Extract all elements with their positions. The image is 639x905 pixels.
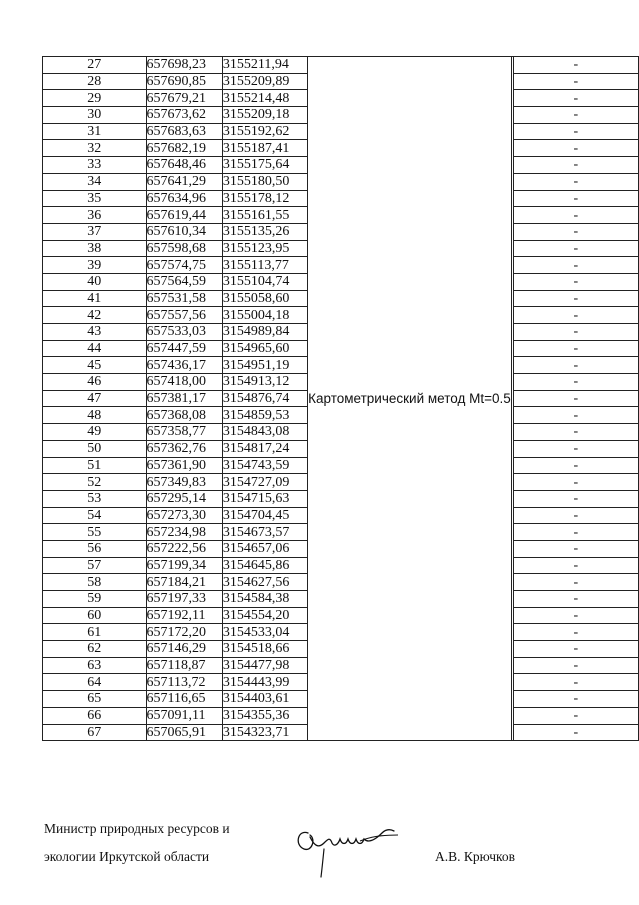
x-coordinate-cell: 657358,77 — [146, 424, 222, 441]
x-coordinate-cell: 657222,56 — [146, 540, 222, 557]
y-coordinate-cell: 3154715,63 — [222, 490, 307, 507]
accuracy-cell: - — [513, 641, 638, 658]
point-number-cell: 52 — [43, 474, 147, 491]
accuracy-cell: - — [513, 190, 638, 207]
point-number-cell: 50 — [43, 440, 147, 457]
y-coordinate-cell: 3155192,62 — [222, 123, 307, 140]
point-number-cell: 42 — [43, 307, 147, 324]
x-coordinate-cell: 657192,11 — [146, 607, 222, 624]
signatory-name: А.В. Крючков — [435, 849, 515, 864]
x-coordinate-cell: 657610,34 — [146, 223, 222, 240]
x-coordinate-cell: 657648,46 — [146, 157, 222, 174]
point-number-cell: 61 — [43, 624, 147, 641]
y-coordinate-cell: 3154323,71 — [222, 724, 307, 741]
x-coordinate-cell: 657091,11 — [146, 707, 222, 724]
y-coordinate-cell: 3154403,61 — [222, 691, 307, 708]
y-coordinate-cell: 3155209,18 — [222, 107, 307, 124]
point-number-cell: 37 — [43, 223, 147, 240]
y-coordinate-cell: 3154989,84 — [222, 324, 307, 341]
point-number-cell: 46 — [43, 374, 147, 391]
x-coordinate-cell: 657349,83 — [146, 474, 222, 491]
accuracy-cell: - — [513, 724, 638, 741]
accuracy-cell: - — [513, 407, 638, 424]
accuracy-cell: - — [513, 223, 638, 240]
point-number-cell: 39 — [43, 257, 147, 274]
y-coordinate-cell: 3154657,06 — [222, 540, 307, 557]
x-coordinate-cell: 657447,59 — [146, 340, 222, 357]
point-number-cell: 60 — [43, 607, 147, 624]
y-coordinate-cell: 3154554,20 — [222, 607, 307, 624]
accuracy-cell: - — [513, 257, 638, 274]
y-coordinate-cell: 3155209,89 — [222, 73, 307, 90]
y-coordinate-cell: 3154859,53 — [222, 407, 307, 424]
point-number-cell: 67 — [43, 724, 147, 741]
point-number-cell: 33 — [43, 157, 147, 174]
y-coordinate-cell: 3155004,18 — [222, 307, 307, 324]
accuracy-cell: - — [513, 340, 638, 357]
accuracy-cell: - — [513, 73, 638, 90]
point-number-cell: 45 — [43, 357, 147, 374]
accuracy-cell: - — [513, 607, 638, 624]
x-coordinate-cell: 657118,87 — [146, 657, 222, 674]
point-number-cell: 34 — [43, 173, 147, 190]
accuracy-cell: - — [513, 307, 638, 324]
x-coordinate-cell: 657234,98 — [146, 524, 222, 541]
accuracy-cell: - — [513, 207, 638, 224]
accuracy-cell: - — [513, 674, 638, 691]
point-number-cell: 27 — [43, 57, 147, 74]
accuracy-cell: - — [513, 457, 638, 474]
x-coordinate-cell: 657273,30 — [146, 507, 222, 524]
y-coordinate-cell: 3154477,98 — [222, 657, 307, 674]
minister-title-line1: Министр природных ресурсов и — [44, 821, 230, 836]
accuracy-cell: - — [513, 574, 638, 591]
x-coordinate-cell: 657418,00 — [146, 374, 222, 391]
coordinates-table — [42, 56, 639, 741]
x-coordinate-cell: 657362,76 — [146, 440, 222, 457]
x-coordinate-cell: 657146,29 — [146, 641, 222, 658]
x-coordinate-cell: 657557,56 — [146, 307, 222, 324]
x-coordinate-cell: 657533,03 — [146, 324, 222, 341]
y-coordinate-cell: 3154584,38 — [222, 591, 307, 608]
accuracy-cell: - — [513, 707, 638, 724]
y-coordinate-cell: 3155113,77 — [222, 257, 307, 274]
y-coordinate-cell: 3154876,74 — [222, 390, 307, 407]
x-coordinate-cell: 657113,72 — [146, 674, 222, 691]
point-number-cell: 58 — [43, 574, 147, 591]
point-number-cell: 65 — [43, 691, 147, 708]
x-coordinate-cell: 657690,85 — [146, 73, 222, 90]
accuracy-cell: - — [513, 507, 638, 524]
accuracy-cell: - — [513, 374, 638, 391]
y-coordinate-cell: 3155178,12 — [222, 190, 307, 207]
point-number-cell: 66 — [43, 707, 147, 724]
x-coordinate-cell: 657368,08 — [146, 407, 222, 424]
x-coordinate-cell: 657574,75 — [146, 257, 222, 274]
point-number-cell: 63 — [43, 657, 147, 674]
point-number-cell: 53 — [43, 490, 147, 507]
y-coordinate-cell: 3155104,74 — [222, 273, 307, 290]
accuracy-cell: - — [513, 490, 638, 507]
point-number-cell: 62 — [43, 641, 147, 658]
point-number-cell: 32 — [43, 140, 147, 157]
y-coordinate-cell: 3154673,57 — [222, 524, 307, 541]
x-coordinate-cell: 657698,23 — [146, 57, 222, 74]
x-coordinate-cell: 657641,29 — [146, 173, 222, 190]
x-coordinate-cell: 657184,21 — [146, 574, 222, 591]
y-coordinate-cell: 3154533,04 — [222, 624, 307, 641]
y-coordinate-cell: 3154817,24 — [222, 440, 307, 457]
x-coordinate-cell: 657116,65 — [146, 691, 222, 708]
minister-title-line2: экологии Иркутской области — [44, 849, 210, 864]
point-number-cell: 59 — [43, 591, 147, 608]
accuracy-cell: - — [513, 557, 638, 574]
accuracy-cell: - — [513, 357, 638, 374]
point-number-cell: 64 — [43, 674, 147, 691]
y-coordinate-cell: 3154951,19 — [222, 357, 307, 374]
x-coordinate-cell: 657683,63 — [146, 123, 222, 140]
accuracy-cell: - — [513, 524, 638, 541]
y-coordinate-cell: 3155161,55 — [222, 207, 307, 224]
accuracy-cell: - — [513, 591, 638, 608]
y-coordinate-cell: 3155211,94 — [222, 57, 307, 74]
x-coordinate-cell: 657436,17 — [146, 357, 222, 374]
accuracy-cell: - — [513, 107, 638, 124]
accuracy-cell: - — [513, 173, 638, 190]
y-coordinate-cell: 3155175,64 — [222, 157, 307, 174]
point-number-cell: 41 — [43, 290, 147, 307]
accuracy-cell: - — [513, 691, 638, 708]
accuracy-cell: - — [513, 324, 638, 341]
x-coordinate-cell: 657361,90 — [146, 457, 222, 474]
point-number-cell: 54 — [43, 507, 147, 524]
y-coordinate-cell: 3154843,08 — [222, 424, 307, 441]
x-coordinate-cell: 657295,14 — [146, 490, 222, 507]
x-coordinate-cell: 657598,68 — [146, 240, 222, 257]
accuracy-cell: - — [513, 424, 638, 441]
point-number-cell: 57 — [43, 557, 147, 574]
y-coordinate-cell: 3155180,50 — [222, 173, 307, 190]
x-coordinate-cell: 657197,33 — [146, 591, 222, 608]
method-cell: Картометрический метод Mt=0.5 — [308, 57, 512, 741]
point-number-cell: 44 — [43, 340, 147, 357]
accuracy-cell: - — [513, 290, 638, 307]
x-coordinate-cell: 657619,44 — [146, 207, 222, 224]
point-number-cell: 40 — [43, 273, 147, 290]
handwritten-signature — [290, 815, 405, 885]
accuracy-cell: - — [513, 657, 638, 674]
point-number-cell: 49 — [43, 424, 147, 441]
accuracy-cell: - — [513, 440, 638, 457]
point-number-cell: 28 — [43, 73, 147, 90]
accuracy-cell: - — [513, 123, 638, 140]
y-coordinate-cell: 3154518,66 — [222, 641, 307, 658]
x-coordinate-cell: 657679,21 — [146, 90, 222, 107]
accuracy-cell: - — [513, 624, 638, 641]
accuracy-cell: - — [513, 240, 638, 257]
point-number-cell: 56 — [43, 540, 147, 557]
y-coordinate-cell: 3155135,26 — [222, 223, 307, 240]
x-coordinate-cell: 657564,59 — [146, 273, 222, 290]
point-number-cell: 48 — [43, 407, 147, 424]
accuracy-cell: - — [513, 474, 638, 491]
y-coordinate-cell: 3154355,36 — [222, 707, 307, 724]
accuracy-cell: - — [513, 57, 638, 74]
y-coordinate-cell: 3155214,48 — [222, 90, 307, 107]
x-coordinate-cell: 657199,34 — [146, 557, 222, 574]
x-coordinate-cell: 657673,62 — [146, 107, 222, 124]
x-coordinate-cell: 657634,96 — [146, 190, 222, 207]
accuracy-cell: - — [513, 540, 638, 557]
x-coordinate-cell: 657531,58 — [146, 290, 222, 307]
x-coordinate-cell: 657065,91 — [146, 724, 222, 741]
x-coordinate-cell: 657381,17 — [146, 390, 222, 407]
point-number-cell: 43 — [43, 324, 147, 341]
y-coordinate-cell: 3154443,99 — [222, 674, 307, 691]
table-body — [43, 57, 639, 741]
y-coordinate-cell: 3154704,45 — [222, 507, 307, 524]
point-number-cell: 51 — [43, 457, 147, 474]
x-coordinate-cell: 657172,20 — [146, 624, 222, 641]
table-row — [43, 57, 639, 74]
y-coordinate-cell: 3155187,41 — [222, 140, 307, 157]
y-coordinate-cell: 3154627,56 — [222, 574, 307, 591]
accuracy-cell: - — [513, 273, 638, 290]
y-coordinate-cell: 3154913,12 — [222, 374, 307, 391]
accuracy-cell: - — [513, 90, 638, 107]
point-number-cell: 35 — [43, 190, 147, 207]
accuracy-cell: - — [513, 157, 638, 174]
y-coordinate-cell: 3154965,60 — [222, 340, 307, 357]
accuracy-cell: - — [513, 140, 638, 157]
accuracy-cell: - — [513, 390, 638, 407]
point-number-cell: 30 — [43, 107, 147, 124]
y-coordinate-cell: 3154743,59 — [222, 457, 307, 474]
point-number-cell: 31 — [43, 123, 147, 140]
point-number-cell: 47 — [43, 390, 147, 407]
y-coordinate-cell: 3154645,86 — [222, 557, 307, 574]
x-coordinate-cell: 657682,19 — [146, 140, 222, 157]
y-coordinate-cell: 3155058,60 — [222, 290, 307, 307]
point-number-cell: 55 — [43, 524, 147, 541]
point-number-cell: 38 — [43, 240, 147, 257]
y-coordinate-cell: 3154727,09 — [222, 474, 307, 491]
point-number-cell: 29 — [43, 90, 147, 107]
point-number-cell: 36 — [43, 207, 147, 224]
y-coordinate-cell: 3155123,95 — [222, 240, 307, 257]
